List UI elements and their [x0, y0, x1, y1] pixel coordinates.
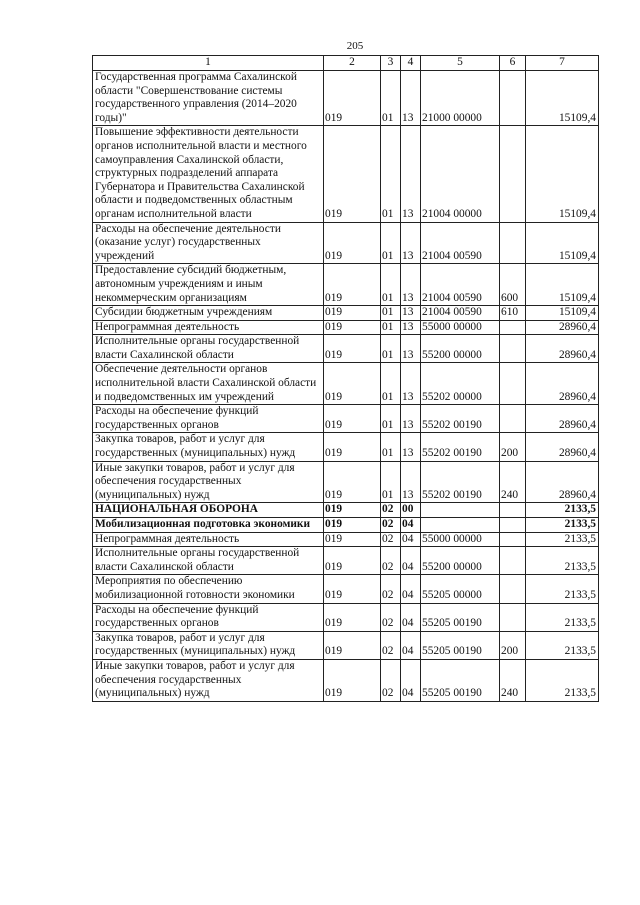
- column-header: 3: [381, 56, 401, 71]
- row-expense-type: 610: [500, 306, 526, 321]
- row-name: Исполнительные органы государственной власти Сахалинской области: [93, 547, 324, 575]
- row-subsection: 13: [401, 306, 421, 321]
- table-row: [93, 126, 599, 222]
- row-section: 01: [381, 222, 401, 264]
- row-subsection: 00: [401, 503, 421, 518]
- row-admin-code: 019: [324, 320, 381, 335]
- row-expense-type: [500, 532, 526, 547]
- table-row: [93, 631, 599, 659]
- column-header: 4: [401, 56, 421, 71]
- row-name: Мероприятия по обеспечению мобилизационной готовности экономики: [93, 575, 324, 603]
- row-section: 01: [381, 363, 401, 405]
- row-name: Мобилизационная подготовка экономики: [93, 518, 324, 533]
- table-row: [93, 71, 599, 126]
- table-row: [93, 547, 599, 575]
- row-amount: 28960,4: [526, 363, 599, 405]
- row-admin-code: 019: [324, 575, 381, 603]
- row-subsection: 04: [401, 603, 421, 631]
- row-admin-code: 019: [324, 126, 381, 222]
- row-amount: 2133,5: [526, 659, 599, 701]
- row-subsection: 13: [401, 335, 421, 363]
- row-target-item: 55202 00000: [421, 363, 500, 405]
- row-amount: 2133,5: [526, 532, 599, 547]
- row-expense-type: [500, 335, 526, 363]
- row-section: 02: [381, 503, 401, 518]
- row-admin-code: 019: [324, 631, 381, 659]
- table-row: [93, 603, 599, 631]
- row-target-item: 55202 00190: [421, 433, 500, 461]
- row-section: 02: [381, 547, 401, 575]
- row-admin-code: 019: [324, 335, 381, 363]
- table-row: [93, 503, 599, 518]
- table-row: [93, 363, 599, 405]
- row-name: Обеспечение деятельности органов исполнительной власти Сахалинской области и подведомственных им учреждений: [93, 363, 324, 405]
- row-target-item: 55205 00190: [421, 631, 500, 659]
- column-header: 2: [324, 56, 381, 71]
- row-amount: 2133,5: [526, 518, 599, 533]
- row-amount: 15109,4: [526, 222, 599, 264]
- row-amount: 2133,5: [526, 503, 599, 518]
- row-section: 02: [381, 575, 401, 603]
- row-subsection: 04: [401, 532, 421, 547]
- row-subsection: 13: [401, 71, 421, 126]
- row-section: 01: [381, 461, 401, 503]
- row-section: 02: [381, 631, 401, 659]
- row-section: 02: [381, 518, 401, 533]
- row-amount: 28960,4: [526, 405, 599, 433]
- row-name: Закупка товаров, работ и услуг для государственных (муниципальных) нужд: [93, 433, 324, 461]
- row-subsection: 13: [401, 363, 421, 405]
- row-target-item: 55000 00000: [421, 320, 500, 335]
- column-header: 5: [421, 56, 500, 71]
- table-row: [93, 659, 599, 701]
- row-expense-type: [500, 547, 526, 575]
- budget-table: [92, 55, 599, 702]
- table-row: [93, 264, 599, 306]
- table-row: [93, 532, 599, 547]
- row-section: 01: [381, 306, 401, 321]
- row-expense-type: 240: [500, 461, 526, 503]
- row-name: НАЦИОНАЛЬНАЯ ОБОРОНА: [93, 503, 324, 518]
- row-target-item: 55205 00190: [421, 603, 500, 631]
- table-row: [93, 320, 599, 335]
- row-section: 02: [381, 603, 401, 631]
- row-subsection: 04: [401, 575, 421, 603]
- row-section: 01: [381, 71, 401, 126]
- table-row: [93, 335, 599, 363]
- row-target-item: 55200 00000: [421, 547, 500, 575]
- row-admin-code: 019: [324, 532, 381, 547]
- row-subsection: 04: [401, 547, 421, 575]
- row-expense-type: [500, 126, 526, 222]
- row-amount: 15109,4: [526, 306, 599, 321]
- row-amount: 2133,5: [526, 547, 599, 575]
- page-number: 205: [346, 40, 364, 52]
- row-section: 01: [381, 264, 401, 306]
- row-subsection: 13: [401, 222, 421, 264]
- row-amount: 28960,4: [526, 433, 599, 461]
- row-target-item: [421, 518, 500, 533]
- row-name: Непрограммная деятельность: [93, 320, 324, 335]
- row-name: Повышение эффективности деятельности органов исполнительной власти и местного самоуправления Сахалинской области, структурных подразделений аппарата Губернатора и Правительства Сахалинской области и подведомственных областным органам исполнительной власти: [93, 126, 324, 222]
- row-admin-code: 019: [324, 503, 381, 518]
- row-section: 01: [381, 433, 401, 461]
- row-expense-type: [500, 603, 526, 631]
- row-name: Иные закупки товаров, работ и услуг для обеспечения государственных (муниципальных) нужд: [93, 461, 324, 503]
- row-name: Государственная программа Сахалинской области "Совершенствование системы государственного управления (2014–2020 годы)": [93, 71, 324, 126]
- row-admin-code: 019: [324, 405, 381, 433]
- row-expense-type: 600: [500, 264, 526, 306]
- table-row: [93, 405, 599, 433]
- row-target-item: [421, 503, 500, 518]
- row-name: Расходы на обеспечение функций государственных органов: [93, 603, 324, 631]
- row-expense-type: 200: [500, 631, 526, 659]
- row-target-item: 21004 00590: [421, 306, 500, 321]
- row-target-item: 21004 00590: [421, 264, 500, 306]
- row-amount: 2133,5: [526, 603, 599, 631]
- table-row: [93, 433, 599, 461]
- row-amount: 15109,4: [526, 71, 599, 126]
- row-admin-code: 019: [324, 264, 381, 306]
- column-header: 7: [526, 56, 599, 71]
- row-name: Закупка товаров, работ и услуг для государственных (муниципальных) нужд: [93, 631, 324, 659]
- row-admin-code: 019: [324, 71, 381, 126]
- row-admin-code: 019: [324, 306, 381, 321]
- row-admin-code: 019: [324, 433, 381, 461]
- row-target-item: 21004 00000: [421, 126, 500, 222]
- row-amount: 15109,4: [526, 264, 599, 306]
- row-admin-code: 019: [324, 363, 381, 405]
- row-target-item: 21004 00590: [421, 222, 500, 264]
- row-subsection: 13: [401, 320, 421, 335]
- table-row: [93, 222, 599, 264]
- row-target-item: 55205 00000: [421, 575, 500, 603]
- row-expense-type: [500, 518, 526, 533]
- row-name: Непрограммная деятельность: [93, 532, 324, 547]
- row-subsection: 04: [401, 518, 421, 533]
- row-admin-code: 019: [324, 461, 381, 503]
- row-name: Предоставление субсидий бюджетным, автономным учреждениям и иным некоммерческим организациям: [93, 264, 324, 306]
- column-header: 6: [500, 56, 526, 71]
- row-target-item: 55200 00000: [421, 335, 500, 363]
- row-admin-code: 019: [324, 659, 381, 701]
- row-expense-type: [500, 363, 526, 405]
- row-expense-type: [500, 503, 526, 518]
- row-section: 02: [381, 532, 401, 547]
- row-admin-code: 019: [324, 547, 381, 575]
- row-name: Исполнительные органы государственной власти Сахалинской области: [93, 335, 324, 363]
- row-amount: 2133,5: [526, 575, 599, 603]
- budget-table-body: [93, 56, 599, 702]
- row-expense-type: 240: [500, 659, 526, 701]
- row-expense-type: 200: [500, 433, 526, 461]
- row-subsection: 13: [401, 126, 421, 222]
- row-section: 01: [381, 405, 401, 433]
- row-target-item: 55000 00000: [421, 532, 500, 547]
- row-name: Субсидии бюджетным учреждениям: [93, 306, 324, 321]
- row-subsection: 04: [401, 659, 421, 701]
- row-expense-type: [500, 405, 526, 433]
- column-header: 1: [93, 56, 324, 71]
- row-amount: 28960,4: [526, 461, 599, 503]
- row-name: Расходы на обеспечение функций государственных органов: [93, 405, 324, 433]
- row-expense-type: [500, 71, 526, 126]
- row-amount: 15109,4: [526, 126, 599, 222]
- row-name: Иные закупки товаров, работ и услуг для обеспечения государственных (муниципальных) нужд: [93, 659, 324, 701]
- row-amount: 28960,4: [526, 320, 599, 335]
- table-row: [93, 306, 599, 321]
- row-subsection: 04: [401, 631, 421, 659]
- row-section: 02: [381, 659, 401, 701]
- table-row: [93, 461, 599, 503]
- row-target-item: 55205 00190: [421, 659, 500, 701]
- row-target-item: 55202 00190: [421, 461, 500, 503]
- row-section: 01: [381, 320, 401, 335]
- table-row: [93, 575, 599, 603]
- row-name: Расходы на обеспечение деятельности (оказание услуг) государственных учреждений: [93, 222, 324, 264]
- row-expense-type: [500, 575, 526, 603]
- row-target-item: 21000 00000: [421, 71, 500, 126]
- row-section: 01: [381, 126, 401, 222]
- row-admin-code: 019: [324, 518, 381, 533]
- row-amount: 2133,5: [526, 631, 599, 659]
- row-subsection: 13: [401, 405, 421, 433]
- row-subsection: 13: [401, 461, 421, 503]
- row-target-item: 55202 00190: [421, 405, 500, 433]
- row-section: 01: [381, 335, 401, 363]
- row-subsection: 13: [401, 264, 421, 306]
- row-amount: 28960,4: [526, 335, 599, 363]
- row-admin-code: 019: [324, 222, 381, 264]
- table-header-row: [93, 56, 599, 71]
- row-expense-type: [500, 320, 526, 335]
- row-expense-type: [500, 222, 526, 264]
- table-row: [93, 518, 599, 533]
- row-admin-code: 019: [324, 603, 381, 631]
- row-subsection: 13: [401, 433, 421, 461]
